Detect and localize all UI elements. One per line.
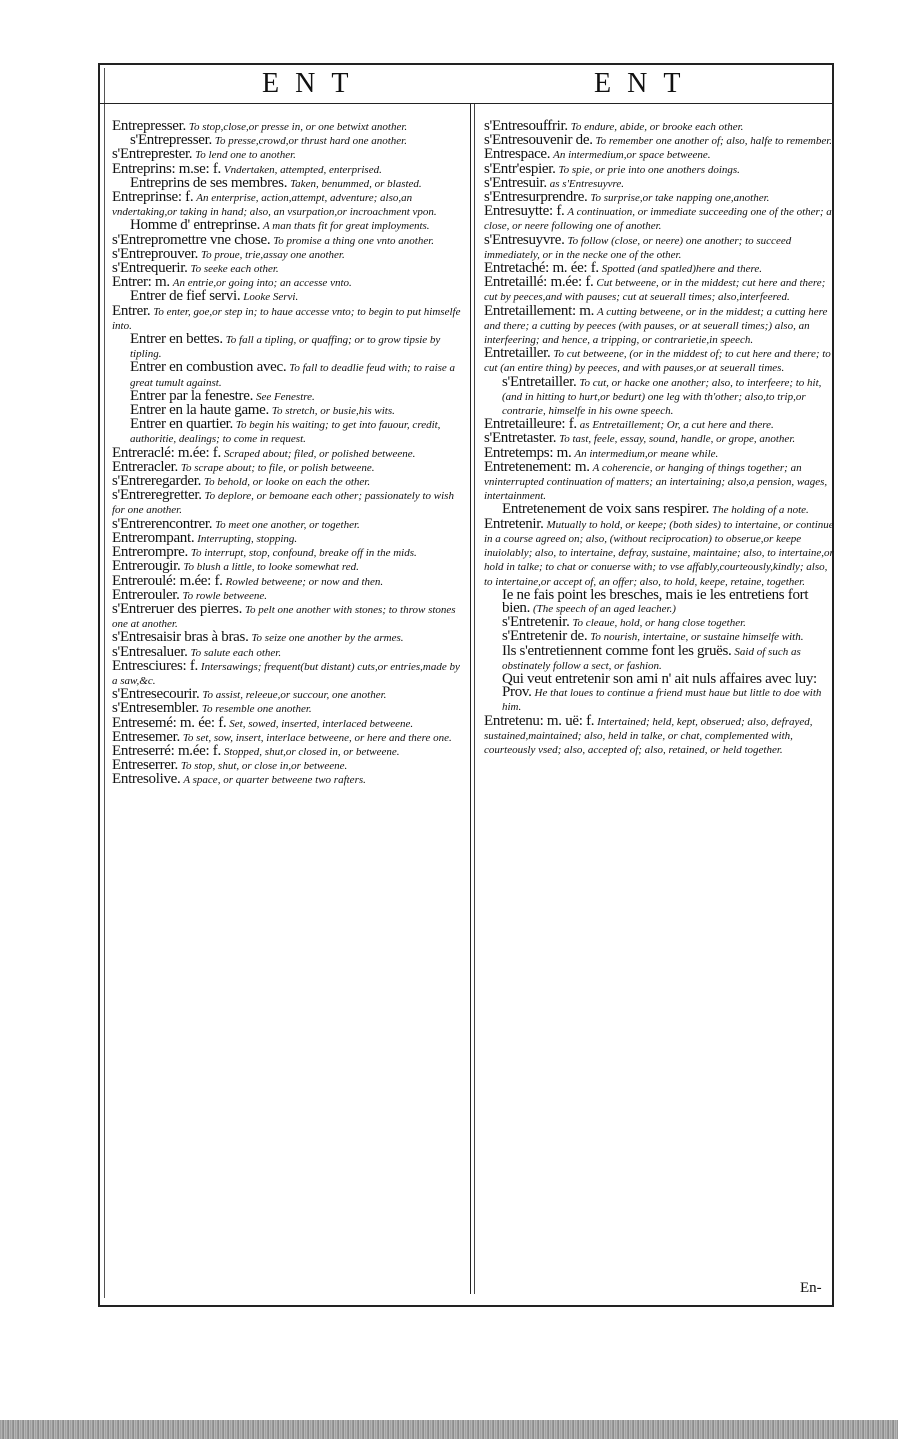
headword: Entrer de fief servi. xyxy=(130,288,241,305)
column-divider-inner xyxy=(474,104,475,1294)
headword: s'Entreprester. xyxy=(112,146,193,163)
headword: s'Entretenir de. xyxy=(502,628,588,645)
definition: To blush a little, to looke somewhat red. xyxy=(183,561,359,574)
definition: An enterprise, action,attempt, adventure; also,an vndertaking,or taking in hand; also, an vsurpation,or incroachment vpon. xyxy=(112,192,437,219)
headword: s'Entrepresser. xyxy=(130,132,212,149)
headword: Entrer en combustion avec. xyxy=(130,359,287,376)
catchword: En- xyxy=(800,1280,822,1296)
headword: Entresolive. xyxy=(112,771,181,788)
headword: Entretailler. xyxy=(484,345,551,362)
definition: Spotted (and spatled)here and there. xyxy=(601,263,762,276)
definition: A cutting betweene, or in the middest; a cutting here and there; a cutting by peeces (with pauses, or at seuerall times;) also, an interfeering; and hence, a tripping, or contrarietie,in speech. xyxy=(484,305,828,347)
headword: Entrerouler. xyxy=(112,586,180,603)
left-column xyxy=(112,120,462,788)
right-column xyxy=(484,120,834,757)
definition: A space, or quarter betweene two rafters. xyxy=(183,774,366,787)
dictionary-entry xyxy=(112,191,462,219)
headword: s'Entresaisir bras à bras. xyxy=(112,629,249,646)
headword: s'Entrerencontrer. xyxy=(112,515,213,532)
headword: Entresemé: m. ée: f. xyxy=(112,714,227,731)
headword: Entreserré: m.ée: f. xyxy=(112,742,221,759)
headword: s'Entrequerir. xyxy=(112,260,188,277)
definition: To salute each other. xyxy=(190,646,282,659)
definition: Stopped, shut,or closed in, or betweene. xyxy=(223,745,400,758)
headword: s'Entreprouver. xyxy=(112,245,199,262)
headword: s'Entretaster. xyxy=(484,430,557,447)
definition: To proue, trie,assay one another. xyxy=(201,248,345,261)
headword: Entreraclé: m.ée: f. xyxy=(112,444,221,461)
definition: An intermedium,or meane while. xyxy=(574,447,719,460)
dictionary-entry xyxy=(484,642,834,673)
definition: To assist, releeue,or succour, one another. xyxy=(202,689,387,702)
dictionary-entry xyxy=(484,205,834,233)
headword: Entretemps: m. xyxy=(484,444,572,461)
definition: To nourish, intertaine, or sustaine himselfe with. xyxy=(590,631,804,644)
definition: To behold, or looke on each the other. xyxy=(204,476,371,489)
dictionary-entry xyxy=(112,600,462,631)
definition: To enter, goe,or step in; to haue accesse vnto; to begin to put himselfe into. xyxy=(112,305,461,332)
definition: Said of such as obstinately follow a sect, or fashion. xyxy=(502,645,801,672)
headword: s'Entresouffrir. xyxy=(484,118,568,134)
dictionary-entry xyxy=(484,515,834,589)
headword: s'Entretenir. xyxy=(502,614,570,631)
definition: A coherencie, or hanging of things together; an vninterrupted continuation of matters; an intertaining; also,a pension, wages, intertainment. xyxy=(484,461,828,503)
headword: s'Entreregarder. xyxy=(112,473,202,490)
definition: Vndertaken, attempted, enterprised. xyxy=(223,163,382,176)
dictionary-entry xyxy=(484,302,834,348)
definition: To surprise,or take napping one,another. xyxy=(590,192,770,205)
headword: Homme d' entreprinse. xyxy=(130,217,261,234)
definition: To fall to deadlie feud with; to raise a great tumult against. xyxy=(130,362,456,389)
headword: Entresuytte: f. xyxy=(484,203,565,220)
headword: Entrespace. xyxy=(484,146,551,163)
headword: Entrepresser. xyxy=(112,118,186,134)
headword: Entrer. xyxy=(112,302,151,319)
headword: Entreprins de ses membres. xyxy=(130,174,288,191)
headword: Entrer: m. xyxy=(112,274,170,291)
definition: To deplore, or bemoane each other; passionately to wish for one another. xyxy=(112,490,454,517)
definition: To tast, feele, essay, sound, handle, or grope, another. xyxy=(559,433,796,446)
definition: Set, sowed, inserted, interlaced betweene. xyxy=(229,717,414,730)
definition: To cleaue, hold, or hang close together. xyxy=(572,617,746,630)
dictionary-entry xyxy=(484,231,834,262)
definition: To cut betweene, (or in the middest of; to cut here and there; to cut (an entire thing) by peeces, and with pauses,or at seuerall times. xyxy=(484,348,831,375)
definition: To meet one another, or together. xyxy=(215,518,360,531)
headword: Entrerompre. xyxy=(112,544,188,561)
headword: s'Entresurprendre. xyxy=(484,189,588,206)
headword: Entretenir. xyxy=(484,515,544,532)
dictionary-entry xyxy=(484,276,834,304)
definition: Rowled betweene; or now and then. xyxy=(225,575,384,588)
headword: Entreroulé: m.ée: f. xyxy=(112,572,223,589)
definition: To presse,crowd,or thrust hard one another. xyxy=(214,135,407,148)
headword: Entretenement de voix sans respirer. xyxy=(502,501,710,518)
dictionary-entry xyxy=(112,773,462,787)
headword: s'Entreruer des pierres. xyxy=(112,600,243,617)
definition: An entrie,or going into; an accesse vnto. xyxy=(172,277,352,290)
definition: Intersawings; frequent(but distant) cuts,or entries,made by a saw,&c. xyxy=(112,660,460,687)
definition: To seeke each other. xyxy=(190,263,279,276)
headword: s'Entresecourir. xyxy=(112,686,200,703)
definition: Scraped about; filed, or polished betweene. xyxy=(223,447,416,460)
definition: Looke Servi. xyxy=(243,291,299,304)
definition: To begin his waiting; to get into fauour, credit, authoritie, dealings; to come in request. xyxy=(130,419,441,446)
definition: Cut betweene, or in the middest; cut here and there; cut by peeces,and with pauses; cut at seuerall times; also,interfeered. xyxy=(484,277,826,304)
definition: To resemble one another. xyxy=(201,703,312,716)
headword: Entretaché: m. ée: f. xyxy=(484,260,599,277)
definition: To interrupt, stop, confound, breake off in the mids. xyxy=(190,547,417,560)
definition: An intermedium,or space betweene. xyxy=(553,149,711,162)
definition: To remember one another of; also, halfe to remember. xyxy=(595,135,833,148)
dictionary-entry xyxy=(484,458,834,504)
headword: s'Entreregretter. xyxy=(112,487,202,504)
definition: A man thats fit for great imployments. xyxy=(263,220,430,233)
headword: Entresciures: f. xyxy=(112,657,198,674)
definition: To stretch, or busie,his wits. xyxy=(271,405,395,418)
definition: Taken, benummed, or blasted. xyxy=(290,177,422,190)
definition: Intertained; held, kept, obserued; also, defrayed, sustained,maintained; also, held in talke, or chat, complemented with, courteously vsed; also, accepted of; also, retained, or held together. xyxy=(484,715,813,756)
header-rule xyxy=(98,103,834,104)
headword: Ils s'entretiennent comme font les gruës. xyxy=(502,642,732,659)
headword: Entreserrer. xyxy=(112,757,178,774)
headword: Entretenement: m. xyxy=(484,458,590,475)
dictionary-entry xyxy=(484,347,834,375)
dictionary-entry xyxy=(484,670,834,715)
headword: Entretailleure: f. xyxy=(484,416,577,433)
definition: as Entretaillement; Or, a cut here and there. xyxy=(579,419,774,432)
headword: Entretaillé: m.ée: f. xyxy=(484,274,594,291)
headword: Entreracler. xyxy=(112,458,178,475)
dictionary-entry xyxy=(112,489,462,517)
dictionary-entry xyxy=(484,373,834,419)
headword: s'Entretailler. xyxy=(502,373,577,390)
definition: (The speech of an aged leacher.) xyxy=(532,602,676,615)
headword: s'Entresembler. xyxy=(112,700,199,717)
scan-edge xyxy=(0,1420,898,1439)
running-head-left: ENT xyxy=(262,68,365,99)
headword: Ie ne fais point les bresches, mais ie les entretiens fort bien. xyxy=(502,586,809,616)
definition: To pelt one another with stones; to throw stones one at another. xyxy=(112,603,456,631)
headword: Entrer en quartier. xyxy=(130,416,233,433)
definition: To stop,close,or presse in, or one betwixt another. xyxy=(188,121,408,133)
headword: Entretaillement: m. xyxy=(484,302,595,319)
headword: Entreprinse: f. xyxy=(112,189,194,206)
definition: To seize one another by the armes. xyxy=(251,632,404,645)
headword: Entrerougir. xyxy=(112,558,181,575)
definition: To endure, abide, or brooke each other. xyxy=(570,121,744,133)
headword: Entrer par la fenestre. xyxy=(130,387,254,404)
definition: To fall a tipling, or quaffing; or to grow tipsie by tipling. xyxy=(130,334,441,361)
headword: s'Entr'espier. xyxy=(484,160,556,177)
definition: To scrape about; to file, or polish betweene. xyxy=(180,461,375,474)
dictionary-entry xyxy=(112,333,462,361)
dictionary-entry xyxy=(112,302,462,333)
definition: To promise a thing one vnto another. xyxy=(273,234,435,247)
headword: Entreprins: m.se: f. xyxy=(112,160,221,177)
headword: Entresemer. xyxy=(112,728,180,745)
definition: To cut, or hacke one another; also, to interfeere; to hit,(and in hitting to hurt,or bedurt) one leg with th'other; also,to trip,or contrarie, himselfe in his owne speech. xyxy=(502,376,822,418)
headword: Entrer en la haute game. xyxy=(130,402,269,419)
dictionary-entry xyxy=(112,657,462,688)
headword: Entrerompant. xyxy=(112,529,195,546)
headword: s'Entresuir. xyxy=(484,174,547,191)
dictionary-entry xyxy=(112,290,462,304)
headword: s'Entresaluer. xyxy=(112,643,188,660)
definition: To lend one to another. xyxy=(195,149,296,162)
definition: A continuation, or immediate succeeding one of the other; a close, or neere following one of another. xyxy=(484,206,832,233)
definition: He that loues to continue a friend must haue but little to doe with him. xyxy=(502,687,822,714)
definition: To rowle betweene. xyxy=(182,589,267,602)
definition: The holding of a note. xyxy=(711,504,809,517)
headword: s'Entresouvenir de. xyxy=(484,132,593,149)
running-head-right: ENT xyxy=(594,68,697,99)
definition: See Fenestre. xyxy=(255,390,315,403)
headword: s'Entrepromettre vne chose. xyxy=(112,231,271,248)
headword: Entretenu: m. uë: f. xyxy=(484,712,595,729)
dictionary-entry xyxy=(112,361,462,389)
dictionary-entry xyxy=(484,712,834,758)
dictionary-entry xyxy=(112,418,462,446)
column-divider xyxy=(470,104,471,1294)
definition: To spie, or prie into one anothers doings. xyxy=(558,163,740,176)
definition: Mutually to hold, or keepe; (both sides) to intertaine, or continue in a course agreed on; also, (without reciprocation) to obserue,or keepe inuiolably; also, to intertaine, defray, sustaine, maintaine; also, to intertaine,or hold in talke; to chat or conuerse with; to vse affably,courteously,kindly; also, to intertaine,or accept of, an offer; also, to hold, keepe, retaine, together. xyxy=(484,518,834,588)
definition: To stop, shut, or close in,or betweene. xyxy=(180,760,348,773)
headword: Qui veut entretenir son ami n' ait nuls affaires avec luy: Prov. xyxy=(502,670,817,701)
definition: as s'Entresuyvre. xyxy=(549,177,625,190)
dictionary-entry xyxy=(484,586,834,616)
headword: s'Entresuyvre. xyxy=(484,231,565,248)
definition: To set, sow, insert, interlace betweene, or here and there one. xyxy=(182,731,452,744)
definition: Interrupting, stopping. xyxy=(197,532,298,545)
headword: Entrer en bettes. xyxy=(130,331,223,348)
definition: To follow (close, or neere) one another; to succeed immediately, or in the necke one of the other. xyxy=(484,234,792,261)
